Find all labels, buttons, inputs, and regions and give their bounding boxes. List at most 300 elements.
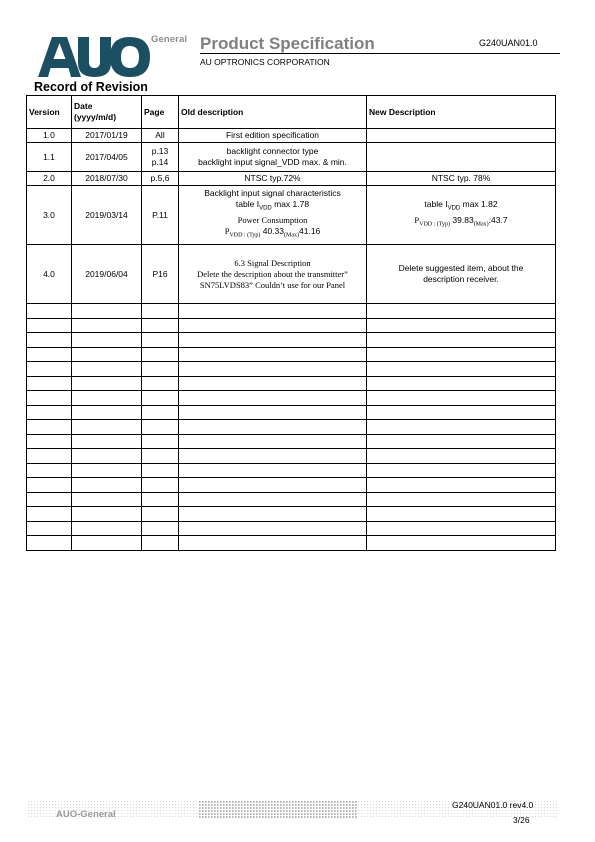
old-line: Backlight input signal characteristics [204, 188, 341, 199]
empty-cell [367, 434, 556, 449]
footer-dot [235, 801, 237, 803]
footer-dot [211, 807, 213, 809]
footer-dot [46, 813, 47, 814]
footer-dot [142, 816, 143, 817]
footer-dot [472, 813, 473, 814]
empty-cell [179, 318, 367, 333]
footer-dot [235, 816, 237, 818]
footer-dot [394, 816, 395, 817]
footer-dot [223, 816, 225, 818]
footer-dot [244, 810, 246, 812]
footer-dot [118, 804, 119, 805]
footer-dot [121, 813, 122, 814]
text-run: max 1.78 [271, 199, 310, 210]
empty-cell [27, 347, 72, 362]
empty-cell [142, 405, 179, 420]
empty-cell [179, 405, 367, 420]
footer-dot [76, 801, 77, 802]
footer-dot [361, 816, 362, 817]
footer-dot [214, 813, 216, 815]
footer-dot [388, 813, 389, 814]
footer-dot [226, 816, 228, 818]
footer-dot [376, 810, 377, 811]
footer-dot [241, 807, 243, 809]
footer-dot [181, 804, 182, 805]
footer-dot [355, 807, 357, 809]
empty-cell [142, 507, 179, 522]
footer-dot [268, 804, 270, 806]
footer-dot [403, 801, 404, 802]
footer-dot [256, 801, 258, 803]
footer-dot [43, 801, 44, 802]
footer-dot [352, 807, 354, 809]
empty-cell [72, 420, 142, 435]
empty-table-row [27, 463, 556, 478]
footer-dot [151, 816, 152, 817]
footer-dot [490, 813, 491, 814]
table-row [27, 186, 556, 245]
footer-dot [352, 801, 354, 803]
footer-dot [310, 813, 312, 815]
footer-dot [247, 804, 249, 806]
footer-dot [76, 807, 77, 808]
footer-dot [379, 813, 380, 814]
text-run: 40.33 [260, 226, 284, 236]
footer-dot [175, 816, 176, 817]
footer-dot [325, 810, 327, 812]
footer-dot [418, 804, 419, 805]
footer-dot [283, 804, 285, 806]
footer-dot [547, 813, 548, 814]
footer-dot [307, 810, 309, 812]
footer-dot [43, 810, 44, 811]
footer-dot [133, 816, 134, 817]
footer-dot [454, 810, 455, 811]
footer-dot [253, 810, 255, 812]
footer-dot [109, 807, 110, 808]
footer-dot [136, 801, 137, 802]
footer-dot [556, 810, 557, 811]
footer-dot [268, 816, 270, 818]
old-line: backlight input signal_VDD max. & min. [198, 157, 347, 167]
footer-dot [55, 807, 56, 808]
footer-dot [289, 807, 291, 809]
footer-dot [208, 801, 210, 803]
empty-cell [27, 362, 72, 377]
footer-dot [250, 804, 252, 806]
empty-cell [142, 536, 179, 551]
footer-dot [313, 804, 315, 806]
footer-dot [169, 810, 170, 811]
subscript: VDD [259, 206, 272, 212]
footer-dot [271, 813, 273, 815]
footer-dot [337, 816, 339, 818]
footer-dot [262, 804, 264, 806]
footer-dot [301, 807, 303, 809]
subscript: VDD [447, 206, 461, 212]
footer-dot [187, 801, 188, 802]
footer-dot [130, 816, 131, 817]
footer-dot [151, 804, 152, 805]
footer-dot [214, 804, 216, 806]
footer-dot [46, 807, 47, 808]
footer-dot [340, 816, 342, 818]
footer-dot [109, 801, 110, 802]
footer-dot [415, 807, 416, 808]
footer-dot [244, 816, 246, 818]
empty-cell [72, 304, 142, 319]
footer-dot [61, 804, 62, 805]
footer-dot [127, 807, 128, 808]
footer-dot [493, 810, 494, 811]
footer-dot [337, 810, 339, 812]
footer-dot [490, 816, 491, 817]
footer-dot [373, 816, 374, 817]
cell-page: All [142, 129, 179, 143]
cell-version: 2.0 [27, 172, 72, 186]
footer-dot [214, 816, 216, 818]
footer-dot [319, 804, 321, 806]
footer-dot [124, 807, 125, 808]
footer-dot [28, 807, 29, 808]
logo-subtitle: General [151, 34, 188, 45]
footer-dot [487, 813, 488, 814]
empty-cell [72, 362, 142, 377]
footer-dot [265, 801, 267, 803]
cell-date: 2017/01/19 [72, 129, 142, 143]
footer-dot [325, 807, 327, 809]
footer-dot [301, 813, 303, 815]
footer-dot [400, 807, 401, 808]
footer-dot [376, 807, 377, 808]
footer-dot [256, 807, 258, 809]
footer-dot [220, 801, 222, 803]
footer-dot [262, 801, 264, 803]
footer-dot [298, 807, 300, 809]
footer-dot [328, 813, 330, 815]
footer-dot [199, 810, 201, 812]
cell-date: 2018/07/30 [72, 172, 142, 186]
footer-dot [217, 813, 219, 815]
table-row [27, 245, 556, 304]
footer-dot [139, 801, 140, 802]
footer-dot [157, 816, 158, 817]
footer-dot [229, 804, 231, 806]
footer-dot [139, 810, 140, 811]
footer-dot [37, 804, 38, 805]
footer-dot [442, 810, 443, 811]
footer-dot [163, 804, 164, 805]
footer-dot [343, 801, 345, 803]
footer-dot [238, 804, 240, 806]
footer-dot [133, 810, 134, 811]
page-title: Product Specification [200, 34, 375, 53]
footer-dot [220, 813, 222, 815]
footer-dot [229, 816, 231, 818]
footer-dot [538, 801, 539, 802]
footer-dot [550, 807, 551, 808]
empty-cell [367, 318, 556, 333]
footer-dot [268, 801, 270, 803]
footer-dot [334, 810, 336, 812]
footer-dot [400, 804, 401, 805]
footer-dot [274, 801, 276, 803]
footer-dot [325, 801, 327, 803]
footer-dot [187, 810, 188, 811]
footer-dot [37, 810, 38, 811]
footer-dot [355, 813, 357, 815]
footer-dot [334, 813, 336, 815]
footer-dot [322, 816, 324, 818]
footer-dot [100, 807, 101, 808]
footer-dot [187, 813, 188, 814]
empty-cell [27, 492, 72, 507]
empty-cell [367, 376, 556, 391]
footer-dot [277, 816, 279, 818]
footer-dot [505, 810, 506, 811]
footer-dot [190, 804, 191, 805]
footer-dot [253, 804, 255, 806]
new-line: Delete suggested item, about the [398, 263, 524, 273]
footer-dot [223, 810, 225, 812]
empty-cell [367, 492, 556, 507]
footer-dot [64, 804, 65, 805]
empty-cell [179, 492, 367, 507]
footer-dot [427, 804, 428, 805]
footer-dot [127, 804, 128, 805]
footer-dot [196, 807, 197, 808]
footer-dot [235, 810, 237, 812]
footer-dot [421, 816, 422, 817]
empty-cell [367, 478, 556, 493]
empty-cell [142, 391, 179, 406]
footer-dot [343, 813, 345, 815]
empty-cell [367, 449, 556, 464]
footer-dot [439, 810, 440, 811]
footer-dot [391, 813, 392, 814]
header-divider [200, 53, 560, 54]
footer-dot [355, 801, 357, 803]
footer-dot [310, 801, 312, 803]
footer-dot [184, 816, 185, 817]
footer-dot [358, 813, 359, 814]
footer-dot [367, 807, 368, 808]
cell-old-description: First edition specification [179, 129, 367, 143]
footer-dot [379, 801, 380, 802]
footer-dot [409, 804, 410, 805]
footer-dot [259, 810, 261, 812]
footer-dot [400, 816, 401, 817]
empty-cell [367, 536, 556, 551]
footer-dot [289, 813, 291, 815]
footer-dot [328, 804, 330, 806]
footer-dot [148, 804, 149, 805]
footer-dot [346, 816, 348, 818]
footer-dot [244, 813, 246, 815]
footer-dot [325, 804, 327, 806]
footer-dot [550, 801, 551, 802]
footer-dot [445, 810, 446, 811]
footer-dot [28, 810, 29, 811]
footer-dot [403, 807, 404, 808]
footer-dot [430, 813, 431, 814]
footer-dot [349, 810, 351, 812]
footer-dot [478, 810, 479, 811]
footer-dot [121, 804, 122, 805]
footer-dot [139, 813, 140, 814]
footer-dot [34, 816, 35, 817]
footer-dot [40, 807, 41, 808]
footer-dot [412, 804, 413, 805]
footer-dot [385, 810, 386, 811]
footer-dot [172, 810, 173, 811]
footer-dot [304, 804, 306, 806]
footer-dot [181, 801, 182, 802]
footer-dot [142, 813, 143, 814]
footer-dot [160, 810, 161, 811]
table-header-row [27, 96, 556, 129]
footer-dot [424, 816, 425, 817]
footer-dot [484, 816, 485, 817]
subscript: VDD : (Typ) [419, 221, 451, 228]
footer-dot [544, 813, 545, 814]
footer-dot [277, 810, 279, 812]
footer-dot [370, 810, 371, 811]
footer-dot [385, 804, 386, 805]
footer-dot [319, 807, 321, 809]
footer-dot [253, 807, 255, 809]
footer-dot [424, 810, 425, 811]
footer-dot [238, 801, 240, 803]
footer-dot [367, 810, 368, 811]
footer-dot [424, 807, 425, 808]
footer-dot [352, 804, 354, 806]
footer-dot [409, 813, 410, 814]
footer-dot [391, 816, 392, 817]
footer-dot [463, 816, 464, 817]
footer-dot [436, 816, 437, 817]
cell-version: 1.0 [27, 129, 72, 143]
footer-dot [238, 810, 240, 812]
footer-dot [346, 810, 348, 812]
footer-dot [523, 813, 524, 814]
empty-cell [179, 536, 367, 551]
footer-document-revision: G240UAN01.0 rev4.0 [452, 800, 534, 810]
footer-dot [394, 807, 395, 808]
footer-dot [262, 807, 264, 809]
footer-dot [346, 807, 348, 809]
footer-dot [58, 801, 59, 802]
footer-dot [97, 804, 98, 805]
footer-dot [544, 807, 545, 808]
footer-dot [247, 813, 249, 815]
footer-dot [364, 801, 365, 802]
footer-dot [43, 816, 44, 817]
footer-dot [505, 816, 506, 817]
footer-dot [76, 804, 77, 805]
column-header-page: Page [142, 96, 179, 129]
footer-dot [226, 804, 228, 806]
footer-dot [133, 804, 134, 805]
footer-dot [346, 801, 348, 803]
footer-dot [160, 807, 161, 808]
footer-dot [154, 813, 155, 814]
footer-dot [208, 804, 210, 806]
empty-cell [367, 304, 556, 319]
footer-dot [538, 810, 539, 811]
footer-dot [43, 813, 44, 814]
footer-dot [142, 810, 143, 811]
footer-dot [271, 804, 273, 806]
footer-dot [421, 810, 422, 811]
footer-dot [172, 804, 173, 805]
footer-dot [82, 807, 83, 808]
footer-dot [247, 816, 249, 818]
footer-dot [478, 813, 479, 814]
footer-dot [256, 804, 258, 806]
footer-dot [337, 801, 339, 803]
empty-cell [179, 507, 367, 522]
footer-dot [211, 816, 213, 818]
footer-dot [262, 813, 264, 815]
footer-dot [250, 801, 252, 803]
footer-dot [226, 810, 228, 812]
footer-dot [538, 813, 539, 814]
footer-dot [556, 801, 557, 802]
footer-dot [316, 816, 318, 818]
footer-dot [391, 807, 392, 808]
footer-dot [172, 816, 173, 817]
footer-dot [547, 807, 548, 808]
footer-dot [181, 807, 182, 808]
footer-dot [478, 816, 479, 817]
footer-dot [307, 813, 309, 815]
footer-dot [184, 810, 185, 811]
footer-dot [109, 804, 110, 805]
footer-dot [271, 801, 273, 803]
footer-dot [313, 810, 315, 812]
footer-dot [331, 804, 333, 806]
footer-dot [73, 804, 74, 805]
cell-old-description [179, 245, 367, 304]
footer-dot [547, 810, 548, 811]
footer-dot [523, 810, 524, 811]
footer-dot [145, 804, 146, 805]
footer-dot [139, 804, 140, 805]
footer-dot [418, 816, 419, 817]
footer-dot [430, 810, 431, 811]
empty-cell [27, 405, 72, 420]
footer-dot [106, 804, 107, 805]
footer-dot [232, 810, 234, 812]
text-run: 39.83 [450, 215, 474, 225]
footer-dot [514, 810, 515, 811]
footer-dot [211, 810, 213, 812]
footer-dot [394, 810, 395, 811]
footer-dot [328, 816, 330, 818]
footer-dot [235, 813, 237, 815]
footer-dot [223, 801, 225, 803]
footer-dot [421, 801, 422, 802]
footer-dot [553, 801, 554, 802]
empty-table-row [27, 536, 556, 551]
footer-dot [61, 807, 62, 808]
footer-dot [535, 813, 536, 814]
footer-dot [313, 813, 315, 815]
footer-dot [61, 801, 62, 802]
empty-cell [142, 420, 179, 435]
footer-dot [232, 816, 234, 818]
